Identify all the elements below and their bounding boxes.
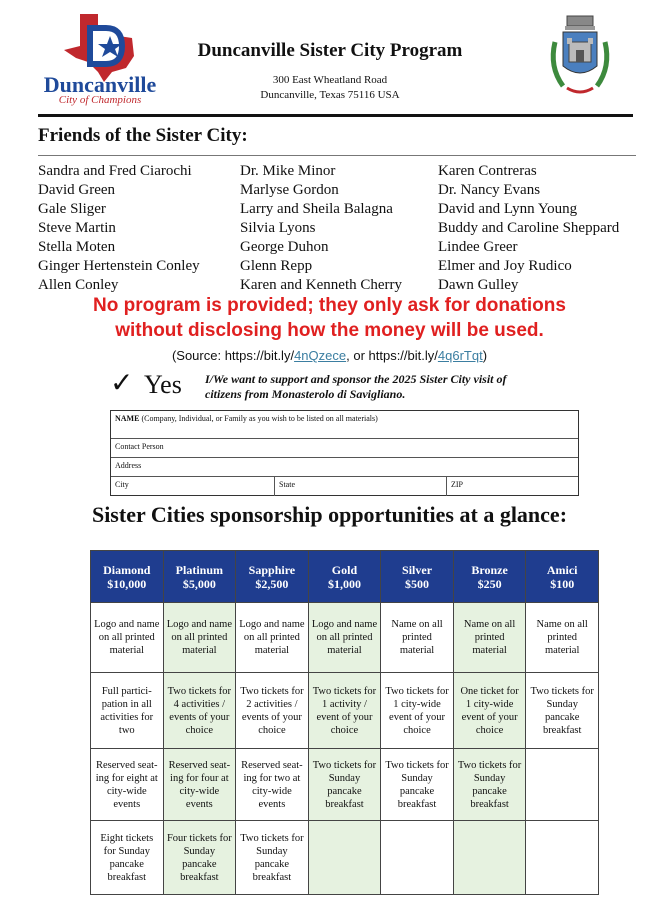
state-field[interactable] [274, 477, 446, 496]
tier-amount: $5,000 [182, 576, 216, 591]
friend-name: Gale Sliger [38, 201, 106, 217]
friend-name: Marlyse Gordon [240, 182, 339, 198]
city-label[interactable]: City [115, 480, 129, 489]
source-link-1[interactable]: 4nQzece [294, 348, 347, 363]
tier-silver-header [381, 551, 454, 603]
tier-name: Silver [402, 562, 433, 577]
friend-name: Dr. Mike Minor [240, 163, 336, 179]
tier-amount: $100 [550, 576, 575, 591]
benefit-cell: Two tickets for 4 activities / events of your choice [163, 673, 236, 749]
friend-name: Allen Conley [38, 277, 119, 293]
city-state-zip-row [111, 477, 578, 496]
monasterolo-crest [545, 12, 615, 108]
source-line [0, 348, 659, 363]
friend-name: Ginger Hertenstein Conley [38, 258, 200, 274]
benefit-cell: Two tickets for Sunday pancake breakfast [308, 749, 381, 821]
check-icon: ✓ [110, 366, 134, 399]
friend-name: Karen Contreras [438, 163, 537, 179]
friend-name: Steve Martin [38, 220, 116, 236]
source-suffix: ) [482, 348, 488, 363]
friend-name: Dr. Nancy Evans [438, 182, 541, 198]
tier-platinum-header [163, 551, 236, 603]
benefit-cell: Two tickets for Sunday pancake breakfast [236, 821, 309, 895]
benefit-cell: Name on all printed material [381, 603, 454, 673]
header-divider [38, 114, 633, 117]
name-field[interactable] [111, 411, 578, 439]
tier-amount: $10,000 [107, 576, 147, 591]
address-line-1: 300 East Wheatland Road [272, 74, 388, 86]
friend-name: Larry and Sheila Balagna [240, 201, 393, 217]
friends-divider [38, 155, 636, 156]
tier-name: Bronze [471, 562, 508, 577]
benefit-cell [526, 821, 599, 895]
yes-label: Yes [144, 370, 182, 399]
source-prefix: (Source: https://bit.ly/ [171, 348, 295, 363]
benefit-cell: Logo and name on all printed material [308, 603, 381, 673]
sponsorship-table [90, 550, 599, 895]
name-label: NAME [115, 414, 140, 423]
benefit-cell: Four tickets for Sunday pancake breakfast [163, 821, 236, 895]
friend-name: Silvia Lyons [240, 220, 316, 236]
friend-name: Elmer and Joy Rudico [438, 258, 572, 274]
benefit-cell: One ticket for 1 city-wide event of your choice [453, 673, 526, 749]
friend-name: Dawn Gulley [438, 277, 519, 293]
benefit-cell: Logo and name on all printed material [91, 603, 164, 673]
tier-amount: $1,000 [327, 576, 361, 591]
address-field[interactable] [111, 458, 578, 477]
benefit-cell: Name on all printed material [453, 603, 526, 673]
name-hint: (Company, Individual, or Family as you wish to be listed on all materials) [139, 414, 378, 423]
benefit-cell: Logo and name on all printed material [163, 603, 236, 673]
pledge-text: I/We want to support and sponsor the 2025 Sister City visit of citizens from Monasterolo di Savigliano. [205, 372, 507, 401]
sponsorship-heading: Sister Cities sponsorship opportunities at a glance: [91, 502, 568, 527]
friend-name: Lindee Greer [438, 239, 518, 255]
benefit-row [91, 603, 599, 673]
benefit-row [91, 749, 599, 821]
address-label: Address [115, 461, 142, 470]
tier-sapphire-header [236, 551, 309, 603]
zip-field[interactable] [446, 477, 579, 496]
tier-name: Platinum [175, 562, 224, 577]
benefit-cell: Two tickets for Sunday pancake breakfast [453, 749, 526, 821]
tier-amount: $500 [405, 576, 430, 591]
friend-name: David Green [38, 182, 116, 198]
friends-heading: Friends of the Sister City: [38, 125, 248, 146]
benefit-cell: Two tickets for 2 activities / events of your choice [236, 673, 309, 749]
benefit-cell: Name on all printed material [526, 603, 599, 673]
benefit-cell [453, 821, 526, 895]
tier-name: Gold [331, 562, 358, 577]
friend-name: Glenn Repp [240, 258, 313, 274]
benefit-cell [526, 749, 599, 821]
tier-amount: $250 [477, 576, 502, 591]
tier-name: Diamond [103, 562, 151, 577]
warning-line-2: without disclosing how the money will be used. [115, 320, 544, 341]
benefit-cell: Reserved seat-ing for eight at city-wide events [91, 749, 164, 821]
benefit-cell: Reserved seat-ing for four at city-wide events [163, 749, 236, 821]
sponsor-form [110, 410, 579, 496]
address-line-2: Duncanville, Texas 75116 USA [260, 89, 400, 101]
friend-name: David and Lynn Young [438, 201, 578, 217]
tier-bronze-header [453, 551, 526, 603]
tier-diamond-header [91, 551, 164, 603]
benefit-row [91, 821, 599, 895]
contact-label: Contact Person [115, 442, 164, 451]
friend-name: Buddy and Caroline Sheppard [438, 220, 620, 236]
benefit-cell [381, 821, 454, 895]
benefit-cell: Two tickets for 1 city-wide event of your choice [381, 673, 454, 749]
page-title: Duncanville Sister City Program [197, 40, 463, 61]
friend-name: Sandra and Fred Ciarochi [38, 163, 192, 179]
benefit-cell: Logo and name on all printed material [236, 603, 309, 673]
tier-gold-header [308, 551, 381, 603]
benefit-cell: Two tickets for 1 activity / event of your choice [308, 673, 381, 749]
contact-field[interactable] [111, 439, 578, 458]
benefit-cell: Two tickets for Sunday pancake breakfast [526, 673, 599, 749]
tier-header-row [91, 551, 599, 603]
benefit-cell [308, 821, 381, 895]
source-mid: , or https://bit.ly/ [346, 348, 438, 363]
logo-wordmark: Duncanville [43, 72, 157, 97]
benefit-row [91, 673, 599, 749]
friend-name: Stella Moten [38, 239, 116, 255]
friends-column-2 [240, 162, 402, 295]
tier-name: Sapphire [248, 562, 296, 577]
friend-name: Karen and Kenneth Cherry [240, 277, 403, 293]
tier-amici-header [526, 551, 599, 603]
benefit-cell: Eight tickets for Sunday pancake breakfast [91, 821, 164, 895]
tier-name: Amici [546, 562, 578, 577]
logo-tagline: City of Champions [58, 94, 142, 106]
source-link-2[interactable]: 4q6rTqt [437, 348, 483, 363]
state-label: State [279, 480, 295, 489]
friend-name: George Duhon [240, 239, 329, 255]
benefit-cell: Two tickets for Sunday pancake breakfast [381, 749, 454, 821]
friends-column-1 [38, 162, 200, 295]
friends-column-3 [438, 162, 619, 295]
benefit-cell: Reserved seat-ing for two at city-wide events [236, 749, 309, 821]
benefit-cell: Full partici-pation in all activities for two [91, 673, 164, 749]
zip-label: ZIP [451, 480, 463, 489]
tier-amount: $2,500 [255, 576, 289, 591]
warning-line-1: No program is provided; they only ask for donations [93, 295, 566, 316]
